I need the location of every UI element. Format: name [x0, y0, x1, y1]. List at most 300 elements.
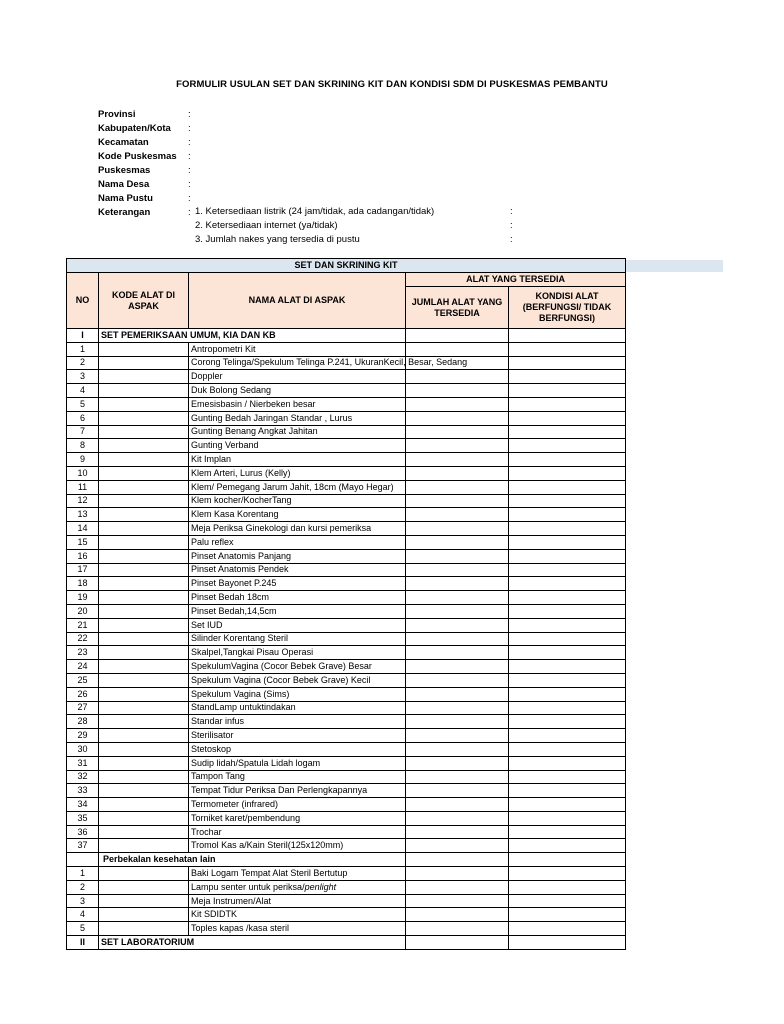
item-number: 37 — [67, 839, 99, 853]
item-number: 1 — [67, 867, 99, 881]
equipment-table — [66, 258, 626, 950]
kode-cell[interactable] — [99, 618, 189, 632]
keterangan-notes — [195, 204, 513, 246]
jumlah-cell[interactable] — [406, 370, 509, 384]
kondisi-cell[interactable] — [509, 522, 626, 536]
item-name: Tromol Kas a/Kain Steril(125x120mm) — [189, 839, 406, 853]
field-label: Keterangan — [98, 206, 151, 218]
section-label: SET PEMERIKSAAN UMUM, KIA DAN KB — [99, 329, 406, 343]
field-row — [98, 191, 196, 205]
item-name: Pinset Anatomis Panjang — [189, 549, 406, 563]
jumlah-cell[interactable] — [406, 742, 509, 756]
field-colon: : — [188, 178, 191, 190]
kode-cell[interactable] — [99, 535, 189, 549]
jumlah-cell[interactable] — [406, 329, 509, 343]
section-number: I — [67, 329, 99, 343]
kode-cell[interactable] — [99, 784, 189, 798]
jumlah-cell[interactable] — [406, 522, 509, 536]
kode-cell[interactable] — [99, 867, 189, 881]
item-name: Meja Instrumen/Alat — [189, 894, 406, 908]
jumlah-cell[interactable] — [406, 880, 509, 894]
jumlah-cell[interactable] — [406, 549, 509, 563]
jumlah-cell[interactable] — [406, 867, 509, 881]
kode-cell[interactable] — [99, 425, 189, 439]
table-row — [67, 922, 626, 936]
table-row — [67, 494, 626, 508]
item-number: 31 — [67, 756, 99, 770]
jumlah-cell[interactable] — [406, 480, 509, 494]
kode-cell[interactable] — [99, 908, 189, 922]
kode-cell[interactable] — [99, 397, 189, 411]
item-name: Termometer (infrared) — [189, 798, 406, 812]
kondisi-cell[interactable] — [509, 618, 626, 632]
kondisi-cell[interactable] — [509, 549, 626, 563]
field-colon: : — [188, 192, 191, 204]
subsection-label: Perbekalan kesehatan lain — [99, 853, 406, 867]
table-row — [67, 577, 626, 591]
kode-cell[interactable] — [99, 880, 189, 894]
kondisi-cell[interactable] — [509, 563, 626, 577]
item-number: 20 — [67, 604, 99, 618]
item-number: 35 — [67, 811, 99, 825]
item-number: 33 — [67, 784, 99, 798]
kondisi-cell[interactable] — [509, 646, 626, 660]
item-name: StandLamp untuktindakan — [189, 701, 406, 715]
item-name: Emesisbasin / Nierbeken besar — [189, 397, 406, 411]
table-row — [67, 397, 626, 411]
kondisi-cell[interactable] — [509, 342, 626, 356]
field-colon: : — [188, 150, 191, 162]
jumlah-cell[interactable] — [406, 756, 509, 770]
subsection-number — [67, 853, 99, 867]
jumlah-cell[interactable] — [406, 908, 509, 922]
kondisi-cell[interactable] — [509, 494, 626, 508]
kode-cell[interactable] — [99, 577, 189, 591]
table-row — [67, 563, 626, 577]
table-row — [67, 908, 626, 922]
jumlah-cell[interactable] — [406, 577, 509, 591]
jumlah-cell[interactable] — [406, 811, 509, 825]
item-name: Kit Implan — [189, 453, 406, 467]
item-number: 3 — [67, 370, 99, 384]
item-number: 28 — [67, 715, 99, 729]
kondisi-cell[interactable] — [509, 660, 626, 674]
kode-cell[interactable] — [99, 591, 189, 605]
item-number: 25 — [67, 673, 99, 687]
jumlah-cell[interactable] — [406, 646, 509, 660]
kondisi-cell[interactable] — [509, 535, 626, 549]
item-name: Klem kocher/KocherTang — [189, 494, 406, 508]
field-label: Nama Desa — [98, 178, 150, 190]
kondisi-cell[interactable] — [509, 425, 626, 439]
kondisi-cell[interactable] — [509, 673, 626, 687]
table-row — [67, 604, 626, 618]
section-row — [67, 329, 626, 343]
kode-cell[interactable] — [99, 825, 189, 839]
kode-cell[interactable] — [99, 466, 189, 480]
kondisi-cell[interactable] — [509, 453, 626, 467]
jumlah-cell[interactable] — [406, 384, 509, 398]
kondisi-cell[interactable] — [509, 784, 626, 798]
kode-cell[interactable] — [99, 839, 189, 853]
section-row — [67, 936, 626, 950]
item-name: Standar infus — [189, 715, 406, 729]
jumlah-cell[interactable] — [406, 660, 509, 674]
kode-cell[interactable] — [99, 811, 189, 825]
table-row — [67, 508, 626, 522]
field-colon: : — [188, 122, 191, 134]
table-header-row-1 — [67, 273, 626, 287]
item-number: 6 — [67, 411, 99, 425]
table-row — [67, 370, 626, 384]
jumlah-cell[interactable] — [406, 715, 509, 729]
item-number: 13 — [67, 508, 99, 522]
item-number: 36 — [67, 825, 99, 839]
table-row — [67, 784, 626, 798]
kode-cell[interactable] — [99, 356, 189, 370]
jumlah-cell[interactable] — [406, 453, 509, 467]
item-name: Corong Telinga/Spekulum Telinga P.241, UkuranKecil, Besar, Sedang — [189, 356, 406, 370]
jumlah-cell[interactable] — [406, 632, 509, 646]
jumlah-cell[interactable] — [406, 922, 509, 936]
item-number: 15 — [67, 535, 99, 549]
field-label: Kode Puskesmas — [98, 150, 177, 162]
item-number: 27 — [67, 701, 99, 715]
jumlah-cell[interactable] — [406, 701, 509, 715]
kode-cell[interactable] — [99, 563, 189, 577]
item-name: Sterilisator — [189, 729, 406, 743]
item-name: Toples kapas /kasa steril — [189, 922, 406, 936]
jumlah-cell[interactable] — [406, 439, 509, 453]
kondisi-cell[interactable] — [509, 591, 626, 605]
table-row — [67, 411, 626, 425]
note-row — [195, 232, 513, 246]
item-name: Kit SDIDTK — [189, 908, 406, 922]
kondisi-cell[interactable] — [509, 839, 626, 853]
item-number: 32 — [67, 770, 99, 784]
field-row — [98, 107, 196, 121]
table-row — [67, 522, 626, 536]
table-row — [67, 591, 626, 605]
header-jumlah: JUMLAH ALAT YANG TERSEDIA — [406, 287, 509, 329]
kondisi-cell[interactable] — [509, 466, 626, 480]
item-name: Lampu senter untuk periksa/penlight — [189, 880, 406, 894]
item-number: 12 — [67, 494, 99, 508]
jumlah-cell[interactable] — [406, 784, 509, 798]
table-row — [67, 618, 626, 632]
header-set-skrining: SET DAN SKRINING KIT — [67, 259, 626, 273]
kondisi-cell[interactable] — [509, 756, 626, 770]
field-row — [98, 135, 196, 149]
item-name: Stetoskop — [189, 742, 406, 756]
table-row — [67, 756, 626, 770]
field-row — [98, 205, 196, 219]
table-row — [67, 425, 626, 439]
note-row — [195, 218, 513, 232]
item-name: Skalpel,Tangkai Pisau Operasi — [189, 646, 406, 660]
kode-cell[interactable] — [99, 508, 189, 522]
field-label: Nama Pustu — [98, 192, 153, 204]
item-number: 18 — [67, 577, 99, 591]
kode-cell[interactable] — [99, 715, 189, 729]
table-row — [67, 384, 626, 398]
field-colon: : — [188, 136, 191, 148]
jumlah-cell[interactable] — [406, 894, 509, 908]
note-colon: : — [510, 233, 513, 245]
kondisi-cell[interactable] — [509, 632, 626, 646]
kondisi-cell[interactable] — [509, 577, 626, 591]
kondisi-cell[interactable] — [509, 384, 626, 398]
kode-cell[interactable] — [99, 770, 189, 784]
kode-cell[interactable] — [99, 522, 189, 536]
item-name: SpekulumVagina (Cocor Bebek Grave) Besar — [189, 660, 406, 674]
item-name: Antropometri Kit — [189, 342, 406, 356]
kondisi-cell[interactable] — [509, 922, 626, 936]
form-fields — [98, 107, 196, 219]
kode-cell[interactable] — [99, 411, 189, 425]
jumlah-cell[interactable] — [406, 604, 509, 618]
kondisi-cell[interactable] — [509, 439, 626, 453]
jumlah-cell[interactable] — [406, 535, 509, 549]
note-colon: : — [510, 219, 513, 231]
jumlah-cell[interactable] — [406, 618, 509, 632]
kondisi-cell[interactable] — [509, 687, 626, 701]
item-name: Klem/ Pemegang Jarum Jahit, 18cm (Mayo Hegar) — [189, 480, 406, 494]
table-row — [67, 867, 626, 881]
note-row — [195, 204, 513, 218]
jumlah-cell[interactable] — [406, 770, 509, 784]
kode-cell[interactable] — [99, 701, 189, 715]
kode-cell[interactable] — [99, 604, 189, 618]
kode-cell[interactable] — [99, 894, 189, 908]
item-name: Pinset Anatomis Pendek — [189, 563, 406, 577]
table-row — [67, 825, 626, 839]
header-kondisi: KONDISI ALAT (BERFUNGSI/ TIDAK BERFUNGSI) — [509, 287, 626, 329]
table-row — [67, 356, 626, 370]
item-name: Gunting Bedah Jaringan Standar , Lurus — [189, 411, 406, 425]
item-name: Spekulum Vagina (Sims) — [189, 687, 406, 701]
item-name: Trochar — [189, 825, 406, 839]
item-name: Tampon Tang — [189, 770, 406, 784]
field-colon: : — [188, 206, 191, 218]
note-text: 3. Jumlah nakes yang tersedia di pustu — [195, 233, 360, 245]
kondisi-cell[interactable] — [509, 742, 626, 756]
kode-cell[interactable] — [99, 798, 189, 812]
item-name: Torniket karet/pembendung — [189, 811, 406, 825]
header-alat-tersedia: ALAT YANG TERSEDIA — [406, 273, 626, 287]
field-colon: : — [188, 164, 191, 176]
jumlah-cell[interactable] — [406, 687, 509, 701]
item-number: 26 — [67, 687, 99, 701]
jumlah-cell[interactable] — [406, 466, 509, 480]
item-number: 23 — [67, 646, 99, 660]
item-name: Pinset Bedah,14,5cm — [189, 604, 406, 618]
note-text: 2. Ketersediaan internet (ya/tidak) — [195, 219, 338, 231]
jumlah-cell[interactable] — [406, 825, 509, 839]
jumlah-cell[interactable] — [406, 494, 509, 508]
item-number: 29 — [67, 729, 99, 743]
section-number: II — [67, 936, 99, 950]
jumlah-cell[interactable] — [406, 342, 509, 356]
kondisi-cell[interactable] — [509, 356, 626, 370]
kondisi-cell[interactable] — [509, 508, 626, 522]
kode-cell[interactable] — [99, 384, 189, 398]
item-name: Sudip lidah/Spatula Lidah logam — [189, 756, 406, 770]
kode-cell[interactable] — [99, 342, 189, 356]
jumlah-cell[interactable] — [406, 853, 509, 867]
item-number: 4 — [67, 384, 99, 398]
kondisi-cell[interactable] — [509, 715, 626, 729]
kondisi-cell[interactable] — [509, 480, 626, 494]
jumlah-cell[interactable] — [406, 673, 509, 687]
item-number: 1 — [67, 342, 99, 356]
kondisi-cell[interactable] — [509, 908, 626, 922]
header-nama: NAMA ALAT DI ASPAK — [189, 273, 406, 329]
form-title: FORMULIR USULAN SET DAN SKRINING KIT DAN KONDISI SDM DI PUSKESMAS PEMBANTU — [176, 79, 608, 90]
item-number: 9 — [67, 453, 99, 467]
jumlah-cell[interactable] — [406, 508, 509, 522]
item-name: Duk Bolong Sedang — [189, 384, 406, 398]
item-number: 19 — [67, 591, 99, 605]
kode-cell[interactable] — [99, 646, 189, 660]
kode-cell[interactable] — [99, 494, 189, 508]
kondisi-cell[interactable] — [509, 770, 626, 784]
table-row — [67, 839, 626, 853]
kode-cell[interactable] — [99, 480, 189, 494]
table-row — [67, 453, 626, 467]
field-row — [98, 121, 196, 135]
table-row — [67, 646, 626, 660]
kode-cell[interactable] — [99, 673, 189, 687]
kode-cell[interactable] — [99, 632, 189, 646]
kondisi-cell[interactable] — [509, 853, 626, 867]
jumlah-cell[interactable] — [406, 591, 509, 605]
item-number: 3 — [67, 894, 99, 908]
note-text: 1. Ketersediaan listrik (24 jam/tidak, ada cadangan/tidak) — [195, 205, 435, 217]
item-name: Klem Kasa Korentang — [189, 508, 406, 522]
item-name: Baki Logam Tempat Alat Steril Bertutup — [189, 867, 406, 881]
table-row — [67, 673, 626, 687]
kondisi-cell[interactable] — [509, 411, 626, 425]
header-stripe — [624, 260, 723, 272]
kondisi-cell[interactable] — [509, 811, 626, 825]
item-number: 10 — [67, 466, 99, 480]
jumlah-cell[interactable] — [406, 839, 509, 853]
kondisi-cell[interactable] — [509, 798, 626, 812]
kode-cell[interactable] — [99, 660, 189, 674]
item-name: Meja Periksa Ginekologi dan kursi pemeriksa — [189, 522, 406, 536]
header-kode: KODE ALAT DI ASPAK — [99, 273, 189, 329]
item-number: 34 — [67, 798, 99, 812]
item-number: 2 — [67, 880, 99, 894]
note-colon: : — [510, 205, 513, 217]
section-label: SET LABORATORIUM — [99, 936, 406, 950]
field-row — [98, 177, 196, 191]
kode-cell[interactable] — [99, 922, 189, 936]
kondisi-cell[interactable] — [509, 880, 626, 894]
kode-cell[interactable] — [99, 439, 189, 453]
kode-cell[interactable] — [99, 370, 189, 384]
item-name: Pinset Bayonet P.245 — [189, 577, 406, 591]
header-no: NO — [67, 273, 99, 329]
kondisi-cell[interactable] — [509, 370, 626, 384]
item-number: 30 — [67, 742, 99, 756]
field-label: Kabupaten/Kota — [98, 122, 171, 134]
jumlah-cell[interactable] — [406, 397, 509, 411]
kondisi-cell[interactable] — [509, 936, 626, 950]
item-number: 4 — [67, 908, 99, 922]
field-label: Provinsi — [98, 108, 136, 120]
kondisi-cell[interactable] — [509, 825, 626, 839]
kondisi-cell[interactable] — [509, 701, 626, 715]
item-number: 16 — [67, 549, 99, 563]
table-row — [67, 549, 626, 563]
field-label: Kecamatan — [98, 136, 149, 148]
kode-cell[interactable] — [99, 756, 189, 770]
table-row — [67, 798, 626, 812]
kode-cell[interactable] — [99, 729, 189, 743]
kode-cell[interactable] — [99, 549, 189, 563]
item-name: Tempat Tidur Periksa Dan Perlengkapannya — [189, 784, 406, 798]
table-row — [67, 439, 626, 453]
table-row — [67, 880, 626, 894]
item-number: 22 — [67, 632, 99, 646]
item-name: Silinder Korentang Steril — [189, 632, 406, 646]
table-row — [67, 742, 626, 756]
field-colon: : — [188, 108, 191, 120]
item-number: 24 — [67, 660, 99, 674]
item-number: 5 — [67, 397, 99, 411]
item-name: Doppler — [189, 370, 406, 384]
jumlah-cell[interactable] — [406, 563, 509, 577]
field-label: Puskesmas — [98, 164, 151, 176]
jumlah-cell[interactable] — [406, 798, 509, 812]
kondisi-cell[interactable] — [509, 867, 626, 881]
kode-cell[interactable] — [99, 453, 189, 467]
table-row — [67, 342, 626, 356]
table-row — [67, 687, 626, 701]
kondisi-cell[interactable] — [509, 397, 626, 411]
jumlah-cell[interactable] — [406, 936, 509, 950]
item-number: 21 — [67, 618, 99, 632]
table-row — [67, 480, 626, 494]
item-number: 17 — [67, 563, 99, 577]
item-number: 14 — [67, 522, 99, 536]
item-name: Pinset Bedah 18cm — [189, 591, 406, 605]
jumlah-cell[interactable] — [406, 729, 509, 743]
table-row — [67, 729, 626, 743]
item-number: 8 — [67, 439, 99, 453]
table-row — [67, 535, 626, 549]
item-number: 5 — [67, 922, 99, 936]
kondisi-cell[interactable] — [509, 604, 626, 618]
kode-cell[interactable] — [99, 687, 189, 701]
kondisi-cell[interactable] — [509, 729, 626, 743]
item-name: Palu reflex — [189, 535, 406, 549]
jumlah-cell[interactable] — [406, 411, 509, 425]
table-row — [67, 466, 626, 480]
kode-cell[interactable] — [99, 742, 189, 756]
kondisi-cell[interactable] — [509, 329, 626, 343]
kondisi-cell[interactable] — [509, 894, 626, 908]
item-name: Set IUD — [189, 618, 406, 632]
field-row — [98, 163, 196, 177]
item-number: 2 — [67, 356, 99, 370]
jumlah-cell[interactable] — [406, 425, 509, 439]
table-main-header-row — [67, 259, 626, 273]
table-row — [67, 701, 626, 715]
table-row — [67, 894, 626, 908]
